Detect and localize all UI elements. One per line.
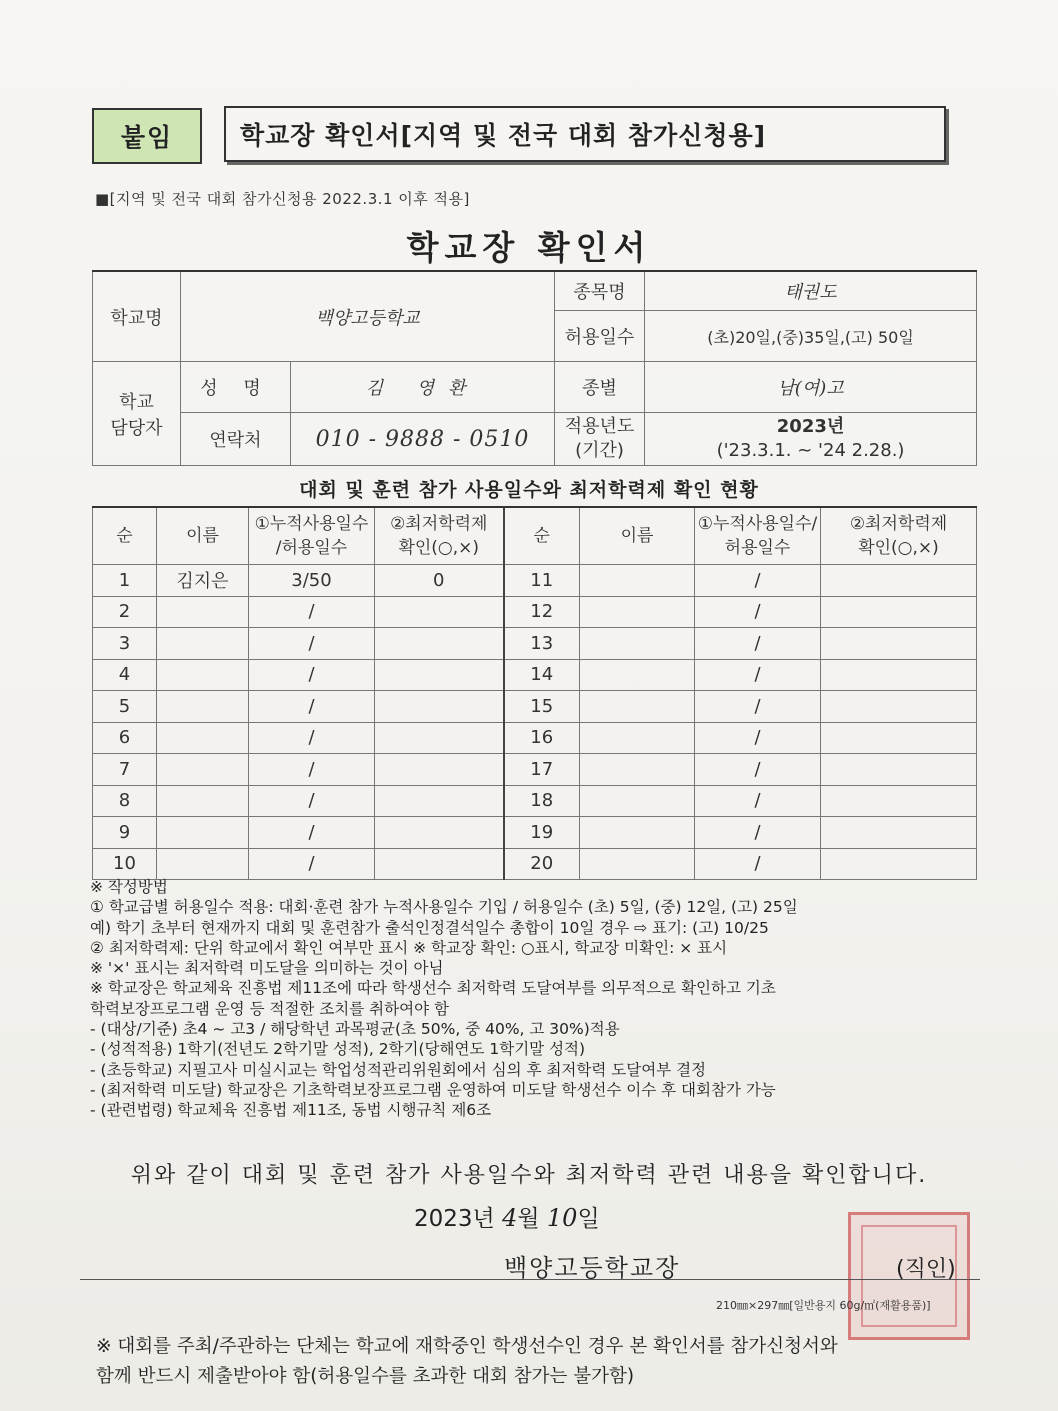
note-line: - (대상/기준) 초4 ~ 고3 / 해당학년 과목평균(초 50%, 중 40%, 고 30%)적용 bbox=[90, 1020, 620, 1039]
row-check: 0 bbox=[375, 565, 504, 597]
row-no: 8 bbox=[93, 785, 157, 817]
row-check bbox=[821, 722, 977, 754]
row-no: 13 bbox=[504, 628, 580, 660]
year-label-line1: 적용년도 bbox=[564, 416, 635, 437]
row-days: / bbox=[695, 659, 821, 691]
status-title: 대회 및 훈련 참가 사용일수와 최저학력제 확인 현황 bbox=[299, 479, 759, 501]
row-name bbox=[580, 628, 695, 660]
row-no: 4 bbox=[93, 659, 157, 691]
row-name bbox=[580, 754, 695, 786]
note-line: - (최저학력 미도달) 학교장은 기초학력보장프로그램 운영하여 미도달 학생선수 이수 후 대회참가 가능 bbox=[90, 1080, 776, 1099]
row-no: 16 bbox=[504, 722, 580, 754]
status-row bbox=[93, 785, 977, 817]
col-days-right-line1: ①누적사용일수/ bbox=[697, 514, 818, 534]
row-name bbox=[157, 848, 249, 880]
row-check bbox=[375, 596, 504, 628]
row-check bbox=[821, 565, 977, 597]
issue-date bbox=[414, 1200, 600, 1233]
row-days: / bbox=[249, 628, 375, 660]
row-days: / bbox=[695, 722, 821, 754]
row-days: / bbox=[695, 785, 821, 817]
row-name bbox=[580, 565, 695, 597]
row-name bbox=[580, 848, 695, 880]
year-value-year: 2023년 bbox=[776, 416, 845, 437]
row-days: / bbox=[249, 722, 375, 754]
row-name bbox=[580, 659, 695, 691]
note-line: ※ 작성방법 bbox=[90, 878, 168, 896]
school-label: 학교명 bbox=[93, 271, 181, 362]
row-check bbox=[375, 628, 504, 660]
name-label: 성 명 bbox=[181, 362, 291, 413]
seal-label: (직인) bbox=[896, 1257, 956, 1282]
date-day-unit: 일 bbox=[577, 1206, 600, 1232]
row-no: 5 bbox=[93, 691, 157, 723]
attachment-tag: 붙임 bbox=[92, 108, 202, 164]
col-check-left bbox=[375, 507, 504, 565]
year-label-line2: (기간) bbox=[575, 440, 624, 461]
col-days-left-line1: ①누적사용일수 bbox=[254, 514, 369, 534]
row-days: / bbox=[249, 659, 375, 691]
note-line: ※ '×' 표시는 최저학력 미도달을 의미하는 것이 아님 bbox=[90, 959, 444, 978]
status-row bbox=[93, 754, 977, 786]
row-days: / bbox=[695, 817, 821, 849]
row-check bbox=[375, 691, 504, 723]
status-row bbox=[93, 817, 977, 849]
year-value-period: ('23.3.1. ~ '24 2.28.) bbox=[716, 440, 905, 461]
row-no: 1 bbox=[93, 565, 157, 597]
col-days-right-line2: 허용일수 bbox=[724, 538, 791, 558]
paper-size-note: 210㎜×297㎜[일반용지 60g/㎡(재활용품)] bbox=[716, 1299, 931, 1312]
row-no: 11 bbox=[504, 565, 580, 597]
note-line: 예) 학기 초부터 현재까지 대회 및 훈련참가 출석인정결석일수 총합이 10일 경우 ⇨ 표기: (고) 10/25 bbox=[90, 918, 769, 937]
gender-label: 종별 bbox=[555, 362, 645, 413]
row-name bbox=[157, 691, 249, 723]
col-check-right-line1: ②최저학력제 bbox=[849, 514, 948, 534]
row-check bbox=[821, 848, 977, 880]
row-no: 18 bbox=[504, 785, 580, 817]
row-days: / bbox=[249, 817, 375, 849]
row-check bbox=[821, 659, 977, 691]
gender-value: 남(여)고 bbox=[645, 362, 977, 413]
row-name bbox=[157, 785, 249, 817]
note-line: - (성적적용) 1학기(전년도 2학기말 성적), 2학기(당해연도 1학기말 성적) bbox=[90, 1040, 586, 1059]
row-name: 김지은 bbox=[157, 565, 249, 597]
date-month: 4 bbox=[502, 1204, 518, 1232]
status-body bbox=[93, 565, 977, 880]
row-no: 17 bbox=[504, 754, 580, 786]
row-days: / bbox=[695, 754, 821, 786]
note-line: ※ 학교장은 학교체육 진흥법 제11조에 따라 학생선수 최저학력 도달여부를 의무적으로 확인하고 기초 bbox=[90, 979, 776, 998]
row-check bbox=[821, 628, 977, 660]
row-no: 10 bbox=[93, 848, 157, 880]
col-days-left bbox=[249, 507, 375, 565]
contact-label: 연락처 bbox=[181, 413, 291, 466]
row-days: / bbox=[695, 848, 821, 880]
col-days-right bbox=[695, 507, 821, 565]
status-row bbox=[93, 659, 977, 691]
col-no-right: 순 bbox=[504, 507, 580, 565]
footer-line2: 함께 반드시 제출받아야 함(허용일수를 초과한 대회 참가는 불가함) bbox=[96, 1366, 635, 1387]
col-days-left-line2: /허용일수 bbox=[275, 538, 348, 558]
status-row bbox=[93, 596, 977, 628]
manager-label-line2: 담당자 bbox=[110, 417, 163, 439]
note-line: - (초등학교) 지필고사 미실시교는 학업성적관리위원회에서 심의 후 최저학력 도달여부 결정 bbox=[90, 1060, 707, 1079]
footer-note bbox=[96, 1332, 976, 1392]
row-name bbox=[157, 628, 249, 660]
row-check bbox=[821, 754, 977, 786]
note-line: ② 최저학력제: 단위 학교에서 확인 여부만 표시 ※ 학교장 확인: ○표시, 학교장 미확인: × 표시 bbox=[90, 938, 728, 957]
row-no: 20 bbox=[504, 848, 580, 880]
row-name bbox=[157, 596, 249, 628]
row-no: 19 bbox=[504, 817, 580, 849]
status-row bbox=[93, 722, 977, 754]
note-line: 학력보장프로그램 운영 등 적절한 조치를 취하여야 함 bbox=[90, 999, 449, 1018]
row-name bbox=[580, 785, 695, 817]
col-check-left-line2: 확인(○,×) bbox=[398, 538, 480, 558]
row-no: 3 bbox=[93, 628, 157, 660]
row-name bbox=[157, 659, 249, 691]
row-check bbox=[821, 785, 977, 817]
year-label bbox=[555, 413, 645, 466]
date-month-unit: 월 bbox=[517, 1206, 540, 1232]
col-check-right-line2: 확인(○,×) bbox=[858, 538, 939, 558]
row-name bbox=[580, 596, 695, 628]
col-check-left-line1: ②최저학력제 bbox=[390, 514, 488, 534]
row-days: / bbox=[249, 785, 375, 817]
date-day: 10 bbox=[546, 1204, 578, 1232]
sport-label: 종목명 bbox=[555, 271, 645, 311]
row-check bbox=[375, 848, 504, 880]
row-days: / bbox=[249, 754, 375, 786]
row-name bbox=[580, 691, 695, 723]
note-line: - (관련법령) 학교체육 진흥법 제11조, 동법 시행규칙 제6조 bbox=[90, 1101, 492, 1120]
status-row bbox=[93, 628, 977, 660]
col-name-right: 이름 bbox=[580, 507, 695, 565]
row-no: 2 bbox=[93, 596, 157, 628]
row-name bbox=[157, 817, 249, 849]
status-row bbox=[93, 848, 977, 880]
allowed-days-value: (초)20일,(중)35일,(고) 50일 bbox=[645, 311, 977, 362]
row-check bbox=[821, 596, 977, 628]
name-value: 김 영환 bbox=[291, 362, 555, 413]
row-check bbox=[375, 722, 504, 754]
status-row bbox=[93, 565, 977, 597]
manager-label-line1: 학교 bbox=[119, 391, 154, 413]
col-name-left: 이름 bbox=[157, 507, 249, 565]
row-name bbox=[157, 754, 249, 786]
status-row bbox=[93, 691, 977, 723]
row-name bbox=[157, 722, 249, 754]
school-value: 백양고등학교 bbox=[181, 271, 555, 362]
row-name bbox=[580, 722, 695, 754]
row-days: 3/50 bbox=[249, 565, 375, 597]
contact-value: 010 - 9888 - 0510 bbox=[291, 413, 555, 466]
row-no: 7 bbox=[93, 754, 157, 786]
header-title: 학교장 확인서[지역 및 전국 대회 참가신청용] bbox=[224, 106, 946, 162]
manager-label bbox=[93, 362, 181, 466]
row-no: 14 bbox=[504, 659, 580, 691]
row-no: 12 bbox=[504, 596, 580, 628]
info-table bbox=[92, 270, 977, 466]
divider bbox=[80, 1279, 980, 1280]
row-check bbox=[821, 817, 977, 849]
row-days: / bbox=[695, 628, 821, 660]
writing-notes bbox=[90, 877, 990, 1121]
year-value bbox=[645, 413, 977, 466]
row-days: / bbox=[249, 596, 375, 628]
row-check bbox=[821, 691, 977, 723]
row-days: / bbox=[695, 565, 821, 597]
principal-name: 백양고등학교장 bbox=[504, 1254, 681, 1282]
note-line: ① 학교급별 허용일수 적용: 대회·훈련 참가 누적사용일수 기입 / 허용일수 (초) 5일, (중) 12일, (고) 25일 bbox=[90, 898, 798, 917]
row-days: / bbox=[695, 691, 821, 723]
apply-note: ■[지역 및 전국 대회 참가신청용 2022.3.1 이후 적용] bbox=[95, 190, 470, 208]
row-days: / bbox=[249, 691, 375, 723]
row-days: / bbox=[249, 848, 375, 880]
confirm-statement: 위와 같이 대회 및 훈련 참가 사용일수와 최저학력 관련 내용을 확인합니다. bbox=[130, 1163, 928, 1188]
allowed-days-label: 허용일수 bbox=[555, 311, 645, 362]
row-check bbox=[375, 659, 504, 691]
status-table bbox=[92, 506, 977, 880]
row-days: / bbox=[695, 596, 821, 628]
sport-value: 태권도 bbox=[645, 271, 977, 311]
row-check bbox=[375, 754, 504, 786]
footer-line1: ※ 대회를 주최/주관하는 단체는 학교에 재학중인 학생선수인 경우 본 확인서를 참가신청서와 bbox=[96, 1336, 838, 1357]
row-name bbox=[580, 817, 695, 849]
date-year: 2023년 bbox=[414, 1206, 495, 1232]
document-title: 학교장 확인서 bbox=[406, 228, 652, 267]
row-no: 15 bbox=[504, 691, 580, 723]
row-check bbox=[375, 785, 504, 817]
col-check-right bbox=[821, 507, 977, 565]
col-no-left: 순 bbox=[93, 507, 157, 565]
row-no: 9 bbox=[93, 817, 157, 849]
row-no: 6 bbox=[93, 722, 157, 754]
row-check bbox=[375, 817, 504, 849]
